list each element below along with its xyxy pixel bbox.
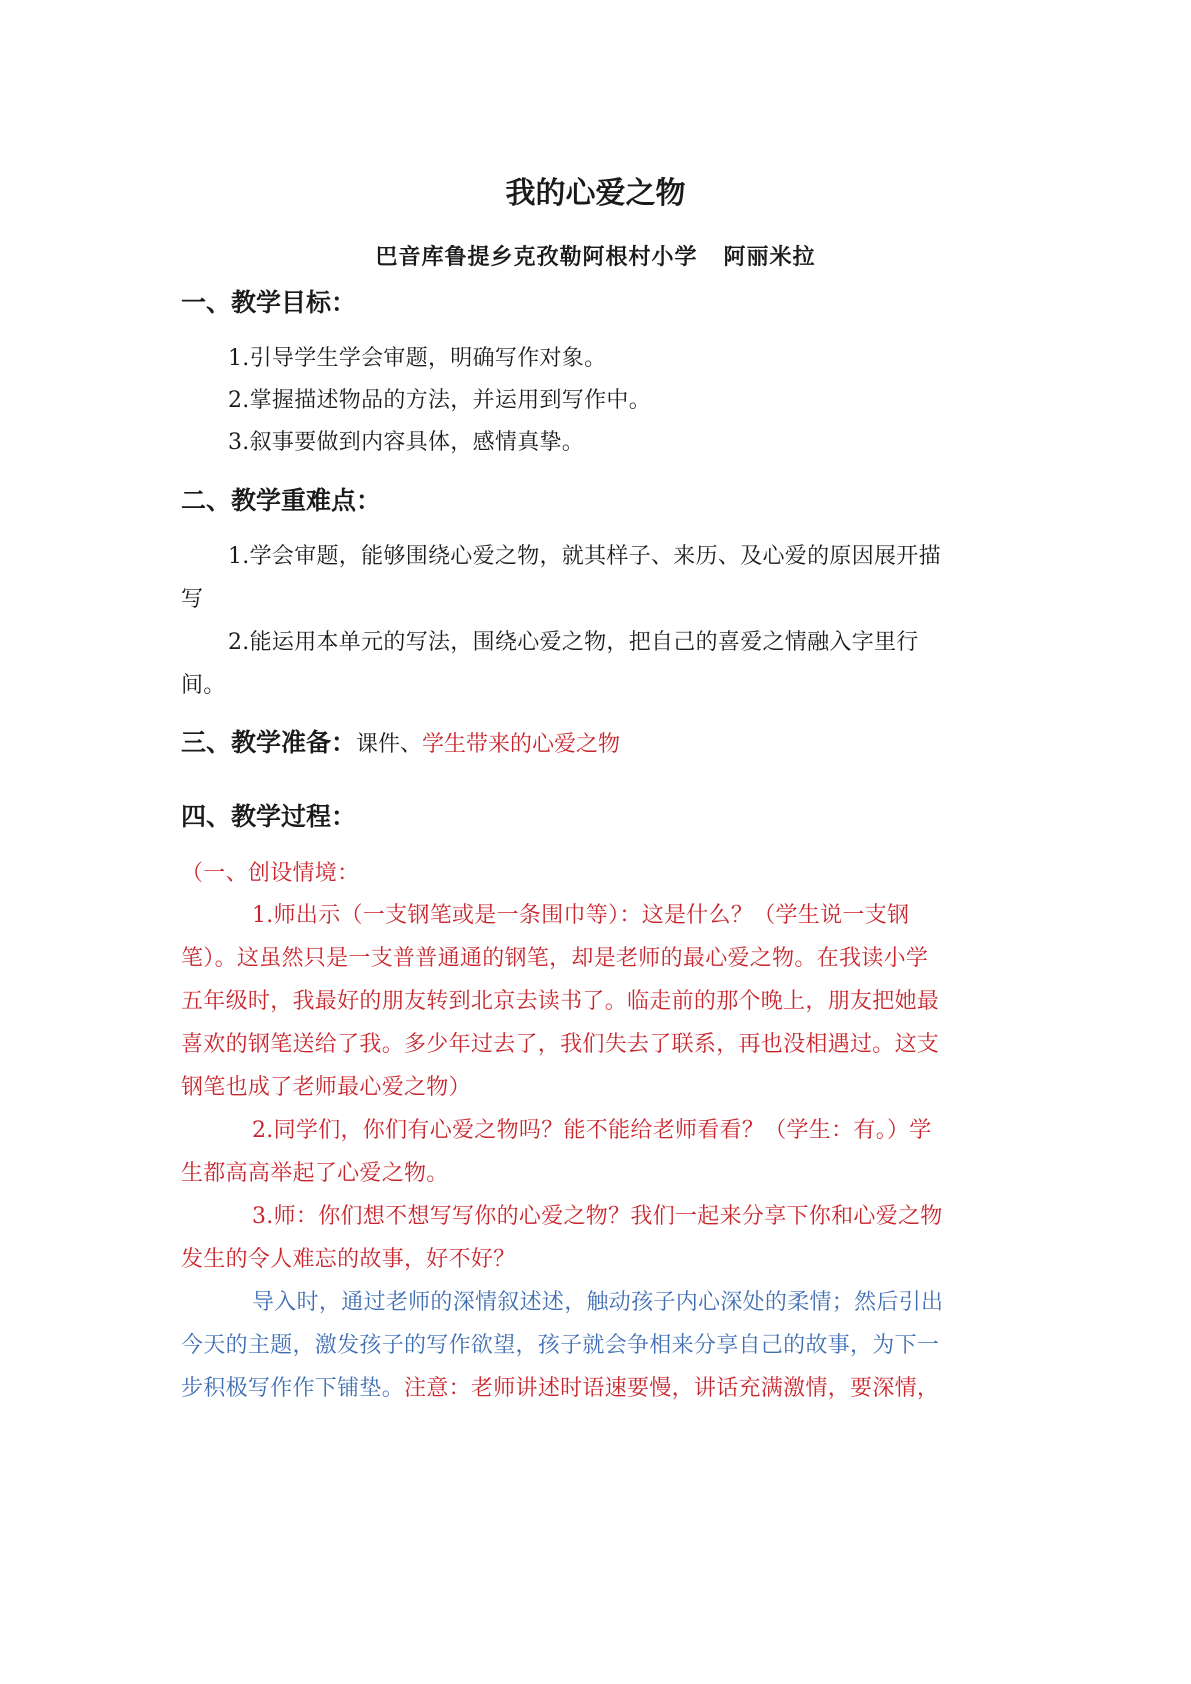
teaching-note-line xyxy=(181,1371,939,1402)
section-heading-preparation xyxy=(181,723,620,759)
key-point-line: 间。 xyxy=(181,673,226,698)
author-school: 巴音库鲁提乡克孜勒阿根村小学 xyxy=(375,245,698,270)
process-line: 2.同学们，你们有心爱之物吗？能不能给老师看看？（学生：有。）学 xyxy=(252,1118,932,1143)
process-subheading: （一、创设情境： xyxy=(181,861,360,886)
preparation-heading-text: 三、教学准备： xyxy=(181,728,357,757)
goal-item: 3.叙事要做到内容具体，感情真挚。 xyxy=(228,430,585,455)
author-name: 阿丽米拉 xyxy=(723,245,816,270)
process-line: 3.师：你们想不想写写你的心爱之物？我们一起来分享下你和心爱之物 xyxy=(252,1204,943,1229)
process-line: 发生的令人难忘的故事，好不好？ xyxy=(181,1247,516,1272)
process-line: 钢笔也成了老师最心爱之物） xyxy=(181,1075,471,1100)
key-point-line: 1.学会审题，能够围绕心爱之物，就其样子、来历、及心爱的原因展开描 xyxy=(228,544,941,569)
key-point-line: 2.能运用本单元的写法，围绕心爱之物，把自己的喜爱之情融入字里行 xyxy=(228,630,919,655)
process-line: 喜欢的钢笔送给了我。多少年过去了，我们失去了联系，再也没相遇过。这支 xyxy=(181,1032,940,1057)
attention-note: 注意：老师讲述时语速要慢，讲话充满激情，要深情， xyxy=(404,1376,940,1401)
process-line: 1.师出示（一支钢笔或是一条围巾等）：这是什么？（学生说一支钢 xyxy=(252,903,910,928)
process-line: 五年级时，我最好的朋友转到北京去读书了。临走前的那个晚上，朋友把她最 xyxy=(181,989,940,1014)
document-title: 我的心爱之物 xyxy=(505,176,686,211)
teaching-note-text: 步积极写作作下铺垫。 xyxy=(181,1376,405,1401)
preparation-plain: 课件、 xyxy=(356,732,423,757)
process-line: 生都高高举起了心爱之物。 xyxy=(181,1161,449,1186)
key-point-line: 写 xyxy=(181,587,204,612)
preparation-highlight: 学生带来的心爱之物 xyxy=(422,732,621,757)
section-heading-process: 四、教学过程： xyxy=(181,802,357,831)
author-line xyxy=(0,240,1191,271)
goal-item: 2.掌握描述物品的方法，并运用到写作中。 xyxy=(228,388,651,413)
goal-item: 1.引导学生学会审题，明确写作对象。 xyxy=(228,346,607,371)
process-line: 笔）。这虽然只是一支普普通通的钢笔，却是老师的最心爱之物。在我读小学 xyxy=(181,946,929,971)
section-heading-goals: 一、教学目标： xyxy=(181,288,357,317)
section-heading-key-points: 二、教学重难点： xyxy=(181,486,382,515)
teaching-note-line: 今天的主题，激发孩子的写作欲望，孩子就会争相来分享自己的故事，为下一 xyxy=(181,1333,940,1358)
teaching-note-line: 导入时，通过老师的深情叙述述，触动孩子内心深处的柔情；然后引出 xyxy=(252,1290,944,1315)
